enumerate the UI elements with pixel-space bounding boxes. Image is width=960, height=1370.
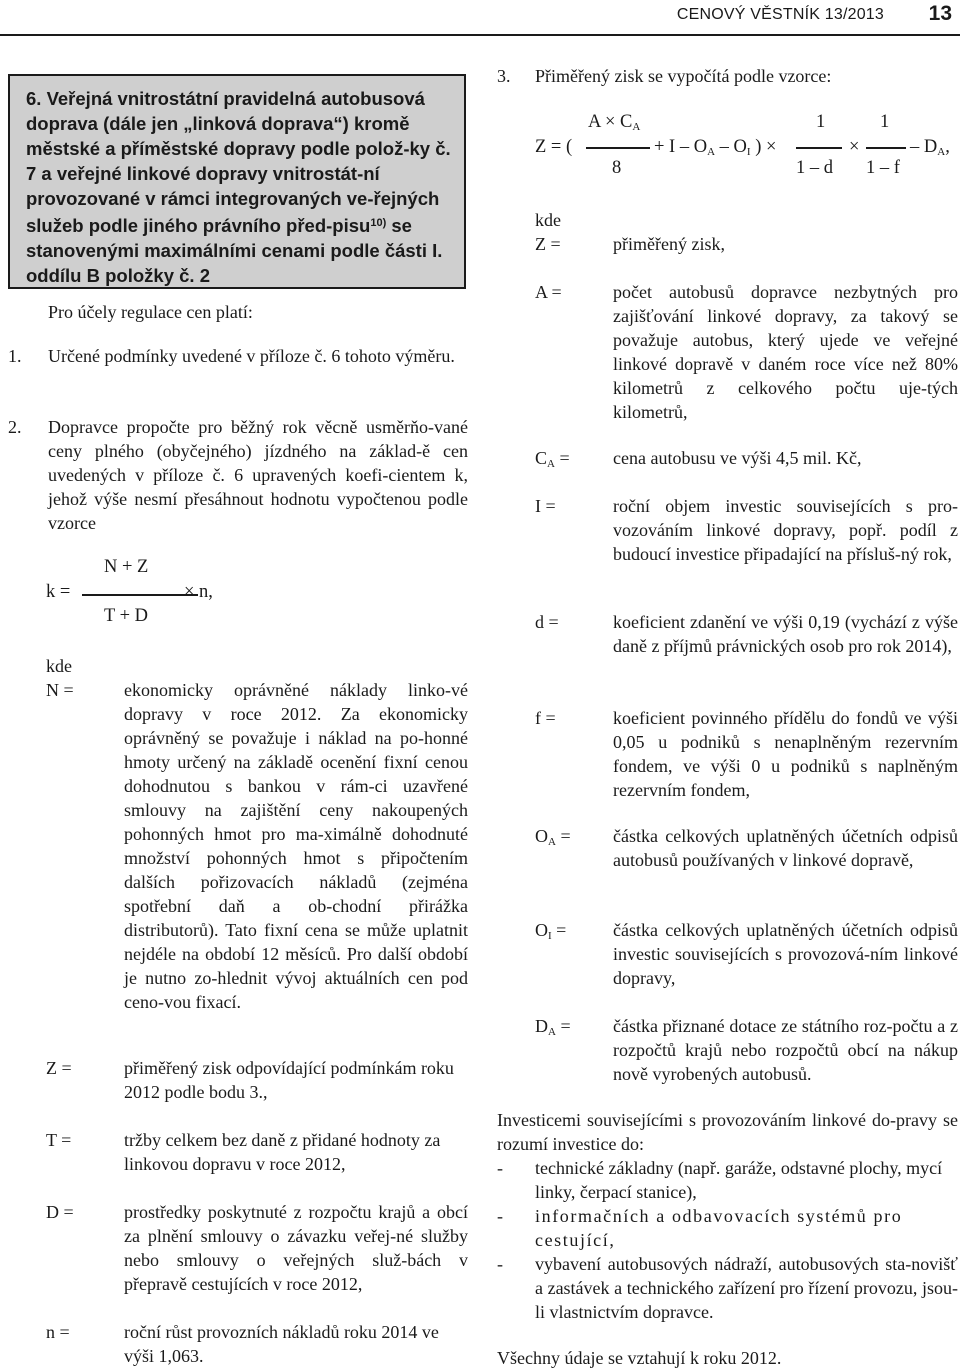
z-frac2-bar <box>796 147 842 149</box>
intro-text: Pro účely regulace cen platí: <box>48 302 253 322</box>
def-z-profit-symbol: Z = <box>535 234 561 254</box>
z-formula-middle: + I – $O_A - O_I$ ) × <box>654 137 777 158</box>
def-oi-text: částka celkových uplatněných účetních odpisů investic souvisejících s provozová-ním linkové dopravy, <box>613 920 958 988</box>
section-6-heading <box>26 86 456 288</box>
def-i-symbol: I = <box>535 496 556 516</box>
item-1-number: 1. <box>8 346 22 366</box>
z-frac3-denominator: 1 – f <box>866 158 900 178</box>
def-a-text: počet autobusů dopravce nezbytných pro zajišťování linkové dopravy, za takový se považuje autobus, který ujede ve veřejné linkové dopravě v daném roce více než 80% kilometrů z celkového počtu uje-tých kilometrů, <box>613 282 958 422</box>
section-number: 6. <box>26 88 42 109</box>
k-fraction-bar <box>82 594 198 596</box>
z-frac1-bar <box>586 147 650 149</box>
def-ca-text: cena autobusu ve výši 4,5 mil. Kč, <box>613 448 862 468</box>
def-d-text: prostředky poskytnuté z rozpočtu krajů a obcí za plnění smlouvy o závazku veřej-né služby nebo smlouvy o veřejných služ-bách v přepravě cestujících v roce 2012, <box>124 1202 468 1294</box>
def-n-growth-text: roční růst provozních nákladů roku 2014 ve výši 1,063. <box>124 1322 439 1366</box>
def-n-symbol: N = <box>46 680 74 700</box>
z-frac3-numerator: 1 <box>880 112 890 132</box>
journal-title: CENOVÝ VĚSTNÍK 13/2013 <box>676 6 884 23</box>
section-6-heading-box <box>8 74 466 289</box>
item-3-text: Přiměřený zisk se vypočítá podle vzorce: <box>535 66 832 86</box>
bullet-2-text: informačních a odbavovacích systémů pro cestující, <box>535 1206 903 1250</box>
z-frac1-denominator: 8 <box>612 158 622 178</box>
footer-note: Všechny údaje se vztahují k roku 2012. <box>497 1348 782 1368</box>
def-da-text: částka přiznané dotace ze státního roz-počtu a z rozpočtů krajů nebo rozpočtů obcí na nákup nově vyrobených autobusů. <box>613 1016 958 1084</box>
item-2-text: Dopravce propočte pro běžný rok věcně usměrňo-vané ceny plného (obyčejného) jízdného na základ-ě cen uvedených v příloze č. 6 upravených koefi-cientem k, jehož výše nesmí přesáhnout hodnotu vypočtenou podle vzorce <box>48 417 468 533</box>
def-da-symbol: $D_A$ = <box>535 1016 571 1038</box>
z-frac3-bar <box>866 147 906 149</box>
item-1-text: Určené podmínky uvedené v příloze č. 6 tohoto výměru. <box>48 346 455 366</box>
def-i-text: roční objem investic souvisejících s pro-vozováním linkové dopravy, popř. podíl z budoucí investice připadající na přísluš-ný rok, <box>613 496 958 564</box>
section-heading-text-end: se stanovenými maximálními cenami podle části I. oddílu B položky č. 2 <box>26 215 443 286</box>
left-kde-label: kde <box>46 656 72 676</box>
k-formula-denominator: T + D <box>104 606 149 626</box>
header-rule <box>0 34 960 36</box>
def-d-tax-text: koeficient zdanění ve výši 0,19 (vychází z výše daně z příjmů právnických osob pro rok 2014), <box>613 612 958 656</box>
def-oa-symbol: $O_A$ = <box>535 826 571 848</box>
z-frac1-numerator: $A \times C_A$ <box>588 112 641 133</box>
def-n-text: ekonomicky oprávněné náklady linko-vé dopravy v roce 2012. Za ekonomicky oprávněný se považuje i náklad na po-honné hmoty určený na základě ocenění fixní cenou dohodnutou s bankou v rám-ci uzavřené smlouvy na zajištění ceny nakoupených pohonných hmot pro ma-ximálně dohodnuté množství pohonných hmot s připočtením dalších pořizovacích nákladů (zejména spotřební daň a ob-chodní přirážka distributorů). Tato fixní cena se může uplatnit nejdéle na období 12 měsíců. Pro další období je nutno zo-hlednit vývoj aktuálních cen pod ceno-vou fixací. <box>124 680 468 1012</box>
z-formula-end: – $D_A$, <box>910 137 950 158</box>
bullet-2-dash: - <box>497 1206 503 1226</box>
k-formula-suffix: × n, <box>184 582 213 602</box>
z-formula-lhs: Z = ( <box>535 137 573 157</box>
def-z-text: přiměřený zisk odpovídající podmínkám roku 2012 podle bodu 3., <box>124 1058 454 1102</box>
bullet-1-text: technické základny (např. garáže, odstavné plochy, mycí linky, čerpací stanice), <box>535 1158 943 1202</box>
def-t-symbol: T = <box>46 1130 72 1150</box>
def-z-symbol: Z = <box>46 1058 72 1078</box>
footnote-ref: 10) <box>370 217 387 229</box>
def-oa-text: částka celkových uplatněných účetních odpisů autobusů používaných v linkové dopravě, <box>613 826 958 870</box>
def-ca-symbol: $C_A$ = <box>535 448 570 470</box>
z-frac2-denominator: 1 – d <box>796 158 833 178</box>
def-f-symbol: f = <box>535 708 556 728</box>
section-heading-text: Veřejná vnitrostátní pravidelná autobusová doprava (dále jen „linková doprava“) kromě městské a příměstské dopravy podle polož-ky č. 7 a veřejné linkové dopravy vnitrostát-ní provozované v rámci integrovaných ve-řejných služeb podle jiného právního před-pisu <box>26 88 451 236</box>
def-a-symbol: A = <box>535 282 562 302</box>
item-2-number: 2. <box>8 417 22 437</box>
k-formula-lhs: k = <box>46 582 71 602</box>
def-oi-symbol: $O_I$ = <box>535 920 567 942</box>
bullet-3-dash: - <box>497 1254 503 1274</box>
def-t-text: tržby celkem bez daně z přidané hodnoty za linkovou dopravu v roce 2012, <box>124 1130 441 1174</box>
right-kde-label: kde <box>535 210 561 230</box>
item-3-number: 3. <box>497 66 511 86</box>
z-frac2-numerator: 1 <box>816 112 826 132</box>
bullet-3-text: vybavení autobusových nádraží, autobusových sta-novišť a zastávek a technického zařízení pro řízení provozu, jsou-li vlastnictvím dopravce. <box>535 1254 958 1322</box>
def-n-growth-symbol: n = <box>46 1322 70 1342</box>
bullet-1-dash: - <box>497 1158 503 1178</box>
z-times-2: × <box>849 137 860 157</box>
def-d-tax-symbol: d = <box>535 612 559 632</box>
def-z-profit-text: přiměřený zisk, <box>613 234 725 254</box>
investice-intro: Investicemi souvisejícími s provozováním linkové do-pravy se rozumí investice do: <box>497 1110 958 1154</box>
page-number: 13 <box>928 2 952 25</box>
def-f-text: koeficient povinného přídělu do fondů ve výši 0,05 u podniků s nenaplněným rezervním fondem, ve výši 0 u podniků s naplněným rezervním fondem, <box>613 708 958 800</box>
k-formula-numerator: N + Z <box>104 557 149 577</box>
def-d-symbol: D = <box>46 1202 74 1222</box>
